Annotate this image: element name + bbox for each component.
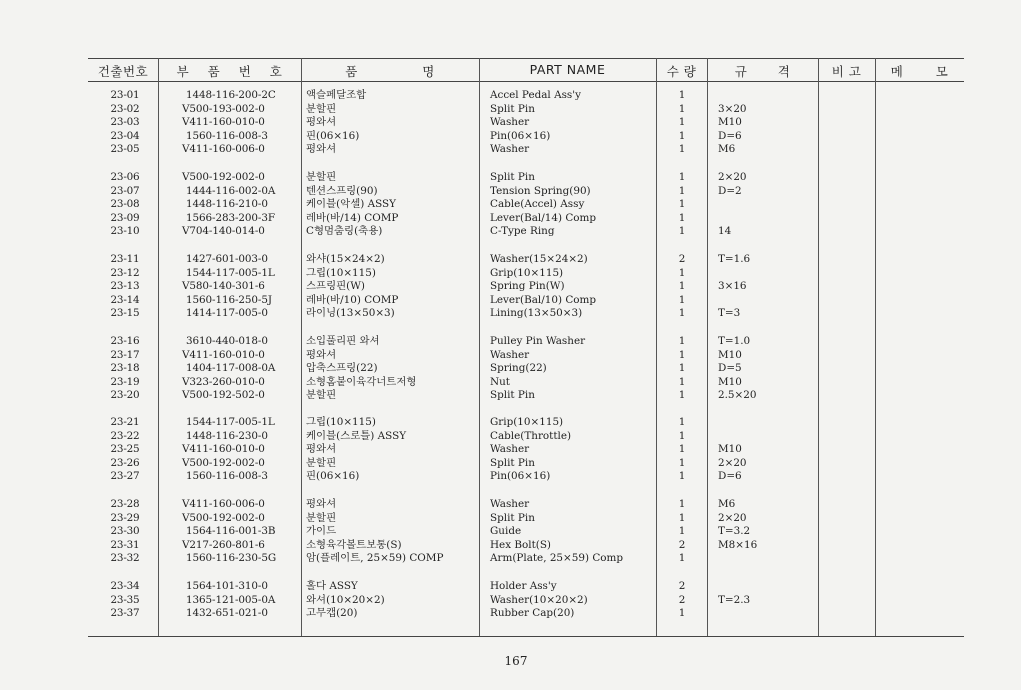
korean-name: 가이드 <box>306 525 337 538</box>
item-code: 23-29 <box>110 511 140 524</box>
table-row <box>0 416 1021 430</box>
specification: D=6 <box>718 470 742 483</box>
quantity: 1 <box>678 335 686 347</box>
item-code: 23-07 <box>110 184 140 197</box>
part-number: 1448-116-230-0 <box>186 429 268 442</box>
korean-name: 암(플레이트, 25×59) COMP <box>306 552 444 565</box>
specification: M10 <box>718 116 742 129</box>
table-row <box>0 498 1021 512</box>
header-part-name: PART NAME <box>529 62 606 77</box>
part-number: V323-260-010-0 <box>182 375 265 388</box>
specification: M8×16 <box>718 538 758 551</box>
part-number: V500-192-002-0 <box>182 171 265 183</box>
specification: T=1.6 <box>718 253 751 265</box>
korean-name: 평와셔 <box>306 348 337 361</box>
part-number: 1414-117-005-0 <box>186 307 268 320</box>
part-number: 1564-116-001-3B <box>186 525 276 538</box>
quantity: 1 <box>678 280 686 293</box>
quantity: 1 <box>678 443 686 456</box>
part-number: V411-160-010-0 <box>182 116 265 129</box>
part-number: V217-260-801-6 <box>182 538 265 551</box>
korean-name: 분할핀 <box>306 171 337 183</box>
quantity: 1 <box>678 198 686 211</box>
item-code: 23-26 <box>110 456 140 469</box>
part-number: 1427-601-003-0 <box>186 253 268 265</box>
specification: D=6 <box>718 129 742 142</box>
table-row <box>0 267 1021 281</box>
english-part-name: Cable(Accel) Assy <box>490 198 585 211</box>
korean-name: 고무캡(20) <box>306 607 358 620</box>
item-code: 23-22 <box>110 429 140 442</box>
english-part-name: Split Pin <box>490 102 535 115</box>
quantity: 2 <box>678 538 686 551</box>
english-part-name: Spring Pin(W) <box>490 280 565 293</box>
item-code: 23-09 <box>110 211 140 224</box>
korean-name: 라이닝(13×50×3) <box>306 307 395 320</box>
quantity: 1 <box>678 293 686 306</box>
part-number: 1365-121-005-0A <box>186 593 276 606</box>
item-code: 23-32 <box>110 552 140 565</box>
part-number: 1432-651-021-0 <box>186 607 268 620</box>
item-code: 23-18 <box>110 362 140 375</box>
english-part-name: Cable(Throttle) <box>490 429 572 442</box>
quantity: 1 <box>678 607 686 620</box>
quantity: 1 <box>678 362 686 375</box>
item-code: 23-06 <box>110 171 140 183</box>
english-part-name: Guide <box>490 525 522 538</box>
header-bottom-border <box>88 81 964 82</box>
table-row <box>0 280 1021 294</box>
english-part-name: Tension Spring(90) <box>490 184 591 197</box>
item-code: 23-34 <box>110 580 140 592</box>
part-number: V704-140-014-0 <box>182 225 265 238</box>
table-top-border <box>88 58 964 59</box>
table-row <box>0 607 1021 621</box>
korean-name: 텐션스프링(90) <box>306 184 378 197</box>
header-remark: 비 고 <box>831 64 862 79</box>
specification: T=2.3 <box>718 593 751 606</box>
korean-name: 소형홈붙이육각너트저형 <box>306 375 417 388</box>
table-row <box>0 116 1021 130</box>
table-row <box>0 525 1021 539</box>
header-qty: 수 량 <box>666 64 697 79</box>
quantity: 1 <box>678 129 686 142</box>
table-row <box>0 539 1021 553</box>
english-part-name: Split Pin <box>490 171 535 183</box>
specification: 3×20 <box>718 102 747 115</box>
item-code: 23-21 <box>110 416 140 428</box>
korean-name: 와셔(10×20×2) <box>306 593 385 606</box>
english-part-name: Washer(10×20×2) <box>490 593 588 606</box>
table-row <box>0 552 1021 566</box>
korean-name: 소입풀리핀 와셔 <box>306 335 380 347</box>
korean-name: 분할핀 <box>306 511 337 524</box>
english-part-name: Washer(15×24×2) <box>490 253 588 265</box>
table-row <box>0 130 1021 144</box>
korean-name: 와샤(15×24×2) <box>306 253 385 265</box>
korean-name: 분할핀 <box>306 456 337 469</box>
table-row <box>0 512 1021 526</box>
header-spec: 규 격 <box>734 64 791 79</box>
page-number: 167 <box>504 654 528 668</box>
english-part-name: Nut <box>490 375 510 388</box>
item-code: 23-28 <box>110 498 140 510</box>
quantity: 1 <box>678 429 686 442</box>
specification: T=3 <box>718 307 741 320</box>
korean-name: 레바(바/10) COMP <box>306 293 399 306</box>
item-code: 23-31 <box>110 538 140 551</box>
english-part-name: Grip(10×115) <box>490 266 564 279</box>
table-row <box>0 212 1021 226</box>
part-number: 1560-116-008-3 <box>186 470 268 483</box>
table-bottom-border <box>88 636 964 637</box>
part-number: 1448-116-200-2C <box>186 89 276 101</box>
table-row <box>0 457 1021 471</box>
korean-name: 핀(06×16) <box>306 129 360 142</box>
part-number: 1560-116-230-5G <box>186 552 277 565</box>
english-part-name: Lining(13×50×3) <box>490 307 583 320</box>
english-part-name: Grip(10×115) <box>490 416 564 428</box>
item-code: 23-16 <box>110 335 140 347</box>
english-part-name: Washer <box>490 443 530 456</box>
header-part-no: 부 품 번 호 <box>176 64 283 79</box>
specification: M6 <box>718 498 736 510</box>
quantity: 1 <box>678 498 686 510</box>
quantity: 1 <box>678 116 686 129</box>
korean-name: 압축스프링(22) <box>306 362 378 375</box>
korean-name: 케이블(스로틀) ASSY <box>306 429 407 442</box>
english-part-name: Split Pin <box>490 389 535 402</box>
item-code: 23-13 <box>110 280 140 293</box>
korean-name: 소형육각볼트보통(S) <box>306 538 402 551</box>
table-row <box>0 185 1021 199</box>
part-number: 1560-116-008-3 <box>186 129 268 142</box>
item-code: 23-01 <box>110 89 140 101</box>
header-memo: 메 모 <box>890 64 949 79</box>
table-row <box>0 443 1021 457</box>
table-row <box>0 294 1021 308</box>
header-name-ko: 품 명 <box>345 64 435 79</box>
english-part-name: Lever(Bal/14) Comp <box>490 211 597 224</box>
item-code: 23-02 <box>110 102 140 115</box>
korean-name: 케이블(악셀) ASSY <box>306 198 397 211</box>
part-number: 1564-101-310-0 <box>186 580 268 592</box>
quantity: 2 <box>678 253 686 265</box>
quantity: 1 <box>678 456 686 469</box>
item-code: 23-04 <box>110 129 140 142</box>
quantity: 2 <box>678 580 686 592</box>
table-row <box>0 580 1021 594</box>
quantity: 1 <box>678 89 686 101</box>
specification: T=1.0 <box>718 335 751 347</box>
part-number: V580-140-301-6 <box>182 280 265 293</box>
quantity: 1 <box>678 307 686 320</box>
item-code: 23-08 <box>110 198 140 211</box>
specification: D=2 <box>718 184 742 197</box>
english-part-name: Spring(22) <box>490 362 547 375</box>
korean-name: 분할핀 <box>306 102 337 115</box>
quantity: 1 <box>678 225 686 238</box>
part-number: V500-192-002-0 <box>182 456 265 469</box>
part-number: 1560-116-250-5J <box>186 293 272 306</box>
part-number: 1404-117-008-0A <box>186 362 276 375</box>
table-row <box>0 335 1021 349</box>
quantity: 1 <box>678 184 686 197</box>
quantity: 1 <box>678 348 686 361</box>
item-code: 23-25 <box>110 443 140 456</box>
part-number: V500-193-002-0 <box>182 102 265 115</box>
korean-name: 분할핀 <box>306 389 337 402</box>
item-code: 23-11 <box>110 253 140 265</box>
part-number: V411-160-010-0 <box>182 443 265 456</box>
english-part-name: C-Type Ring <box>490 225 555 238</box>
korean-name: C형멈춤링(축용) <box>306 225 383 238</box>
specification: 14 <box>718 225 732 238</box>
quantity: 1 <box>678 211 686 224</box>
header-code: 건출번호 <box>97 64 149 79</box>
specification: 2×20 <box>718 456 747 469</box>
table-row <box>0 253 1021 267</box>
part-number: V411-160-006-0 <box>182 143 265 156</box>
english-part-name: Washer <box>490 348 530 361</box>
part-number: V500-192-502-0 <box>182 389 265 402</box>
part-number: 1566-283-200-3F <box>186 211 275 224</box>
part-number: 1444-116-002-0A <box>186 184 276 197</box>
korean-name: 그립(10×115) <box>306 266 376 279</box>
table-row <box>0 376 1021 390</box>
table-row <box>0 362 1021 376</box>
item-code: 23-17 <box>110 348 140 361</box>
part-number: V411-160-006-0 <box>182 498 265 510</box>
table-row <box>0 225 1021 239</box>
table-row <box>0 430 1021 444</box>
quantity: 1 <box>678 416 686 428</box>
english-part-name: Washer <box>490 116 530 129</box>
english-part-name: Washer <box>490 143 530 156</box>
item-code: 23-15 <box>110 307 140 320</box>
quantity: 1 <box>678 143 686 156</box>
part-number: 1544-117-005-1L <box>186 266 275 279</box>
item-code: 23-14 <box>110 293 140 306</box>
table-row <box>0 389 1021 403</box>
korean-name: 핀(06×16) <box>306 470 360 483</box>
table-row <box>0 171 1021 185</box>
part-number: 1448-116-210-0 <box>186 198 268 211</box>
english-part-name: Rubber Cap(20) <box>490 607 575 620</box>
quantity: 1 <box>678 511 686 524</box>
quantity: 1 <box>678 102 686 115</box>
english-part-name: Holder Ass'y <box>490 580 557 592</box>
english-part-name: Pulley Pin Washer <box>490 335 586 347</box>
item-code: 23-10 <box>110 225 140 238</box>
table-row <box>0 198 1021 212</box>
item-code: 23-35 <box>110 593 140 606</box>
part-number: V411-160-010-0 <box>182 348 265 361</box>
item-code: 23-20 <box>110 389 140 402</box>
korean-name: 그립(10×115) <box>306 416 376 428</box>
korean-name: 스프링핀(W) <box>306 280 365 293</box>
specification: 2×20 <box>718 511 747 524</box>
specification: D=5 <box>718 362 742 375</box>
part-number: V500-192-002-0 <box>182 511 265 524</box>
quantity: 2 <box>678 593 686 606</box>
quantity: 1 <box>678 171 686 183</box>
item-code: 23-05 <box>110 143 140 156</box>
table-row <box>0 89 1021 103</box>
table-row <box>0 349 1021 363</box>
table-row <box>0 103 1021 117</box>
specification: T=3.2 <box>718 525 751 538</box>
part-number: 1544-117-005-1L <box>186 416 275 428</box>
quantity: 1 <box>678 525 686 538</box>
korean-name: 평와셔 <box>306 443 337 456</box>
english-part-name: Accel Pedal Ass'y <box>490 89 581 101</box>
english-part-name: Pin(06×16) <box>490 129 551 142</box>
english-part-name: Hex Bolt(S) <box>490 538 551 551</box>
quantity: 1 <box>678 375 686 388</box>
specification: M6 <box>718 143 736 156</box>
quantity: 1 <box>678 266 686 279</box>
item-code: 23-19 <box>110 375 140 388</box>
specification: M10 <box>718 443 742 456</box>
quantity: 1 <box>678 470 686 483</box>
part-number: 3610-440-018-0 <box>186 335 268 347</box>
specification: 2.5×20 <box>718 389 757 402</box>
item-code: 23-27 <box>110 470 140 483</box>
korean-name: 평와셔 <box>306 116 337 129</box>
specification: M10 <box>718 348 742 361</box>
quantity: 1 <box>678 552 686 565</box>
english-part-name: Washer <box>490 498 530 510</box>
item-code: 23-30 <box>110 525 140 538</box>
table-row <box>0 143 1021 157</box>
korean-name: 평와셔 <box>306 498 337 510</box>
english-part-name: Lever(Bal/10) Comp <box>490 293 597 306</box>
quantity: 1 <box>678 389 686 402</box>
korean-name: 레바(바/14) COMP <box>306 211 399 224</box>
english-part-name: Pin(06×16) <box>490 470 551 483</box>
korean-name: 홀다 ASSY <box>306 580 358 592</box>
specification: 2×20 <box>718 171 747 183</box>
table-row <box>0 594 1021 608</box>
specification: M10 <box>718 375 742 388</box>
table-row <box>0 470 1021 484</box>
korean-name: 액슬페달조합 <box>306 89 367 101</box>
specification: 3×16 <box>718 280 747 293</box>
item-code: 23-12 <box>110 266 140 279</box>
item-code: 23-03 <box>110 116 140 129</box>
table-row <box>0 307 1021 321</box>
english-part-name: Split Pin <box>490 511 535 524</box>
korean-name: 평와셔 <box>306 143 337 156</box>
english-part-name: Arm(Plate, 25×59) Comp <box>490 552 624 565</box>
item-code: 23-37 <box>110 607 140 620</box>
english-part-name: Split Pin <box>490 456 535 469</box>
